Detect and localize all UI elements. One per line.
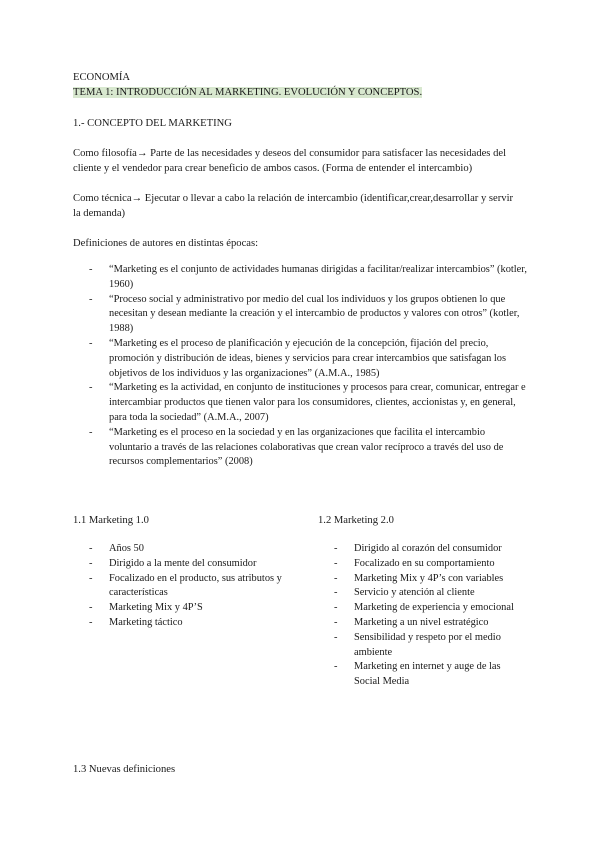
definiciones-intro: Definiciones de autores en distintas épocas: [73,238,259,249]
list-marker: - [334,572,338,584]
list-item [334,631,524,661]
list-marker: - [89,426,93,438]
list-marker: - [334,602,338,614]
list-item-text: Años 50 [109,543,144,554]
list-item-text: Dirigido al corazón del consumidor [354,543,502,554]
marketing-2-title: 1.2 Marketing 2.0 [318,515,394,526]
list-marker: - [334,557,338,569]
definicion-text: “Marketing es la actividad, en conjunto de instituciones y procesos para crear, comunicar, entregar e intercambiar productos que tienen valor para los consumidores, clientes, accionistas y, en general, para toda la sociedad” (A.M.A., 2007) [109,382,526,423]
list-item [89,601,284,616]
tema-heading-text: TEMA 1: INTRODUCCIÓN AL MARKETING. EVOLUCIÓN Y CONCEPTOS. [73,87,423,98]
list-item [334,557,524,572]
subject-heading: ECONOMÍA [73,72,131,83]
definicion-item [89,263,529,293]
list-marker: - [334,543,338,554]
list-item [89,557,284,572]
tecnica-paragraph: Como técnica→ Ejecutar o llevar a cabo la relación de intercambio (identificar,crear,desarrollar y servir la demanda) [73,193,514,219]
list-item-text: Dirigido a la mente del consumidor [109,557,257,569]
list-marker: - [89,557,93,569]
list-marker: - [89,572,93,584]
definicion-item [89,293,529,337]
section-title: 1.- CONCEPTO DEL MARKETING [73,118,232,129]
definicion-text: “Marketing es el proceso en la sociedad y en las organizaciones que facilita el intercambio voluntario a través de las relaciones colaborativas que crean valor recíproco a través del uso de recursos complementarios” (2008) [109,426,504,468]
marketing-2-list [334,542,524,690]
list-item [89,616,284,631]
definicion-text: “Marketing es el conjunto de actividades humanas dirigidas a facilitar/realizar intercambios” (kotler, 1960) [109,264,527,290]
list-item-text: Servicio y atención al cliente [354,587,475,599]
marketing-1-title: 1.1 Marketing 1.0 [73,515,149,526]
list-item-text: Marketing Mix y 4P’S [109,602,203,614]
marketing-1-list [89,542,284,631]
list-item [89,542,284,557]
list-marker: - [334,587,338,599]
definicion-text: “Proceso social y administrativo por medio del cual los individuos y los grupos obtienen lo que necesitan y desean mediante la creación y el intercambio de productos y valores con otros” (kotler, 1988) [109,293,520,335]
list-marker: - [334,631,338,643]
list-item-text: Marketing a un nivel estratégico [354,616,489,628]
list-item [89,572,284,602]
list-item-text: Sensibilidad y respeto por el medio ambiente [354,631,501,658]
list-item-text: Marketing táctico [109,616,183,628]
list-item-text: Focalizado en el producto, sus atributos y características [109,572,282,599]
definicion-item [89,381,529,425]
list-marker: - [89,382,93,394]
definicion-text: “Marketing es el proceso de planificación y ejecución de la concepción, fijación del precio, promoción y distribución de ideas, bienes y servicios para crear intercambios que satisfagan los objetivos de los individuos y las organizaciones” (A.M.A., 1985) [109,337,507,379]
list-item-text: Marketing de experiencia y emocional [354,602,514,614]
list-item [334,572,524,587]
list-marker: - [89,543,93,554]
list-marker: - [89,293,93,305]
list-marker: - [89,264,93,275]
list-item-text: Marketing en internet y auge de las Social Media [354,661,501,688]
list-item-text: Focalizado en su comportamiento [354,557,495,569]
tema-heading [73,85,422,100]
list-marker: - [334,616,338,628]
list-marker: - [89,602,93,614]
definicion-item [89,337,529,381]
list-item-text: Marketing Mix y 4P’s con variables [354,572,504,584]
list-item [334,601,524,616]
definiciones-list [89,263,529,470]
filosofia-paragraph: Como filosofía→ Parte de las necesidades y deseos del consumidor para satisfacer las necesidades del cliente y el vendedor para crear beneficio de ambos casos. (Forma de entender el intercambio) [73,148,507,174]
list-item [334,542,524,557]
list-item [334,660,524,690]
list-item [334,616,524,631]
section-1-3-title: 1.3 Nuevas definiciones [73,764,176,775]
definicion-item [89,426,529,470]
list-marker: - [89,337,93,349]
list-item [334,586,524,601]
list-marker: - [89,616,93,628]
list-marker: - [334,661,338,673]
